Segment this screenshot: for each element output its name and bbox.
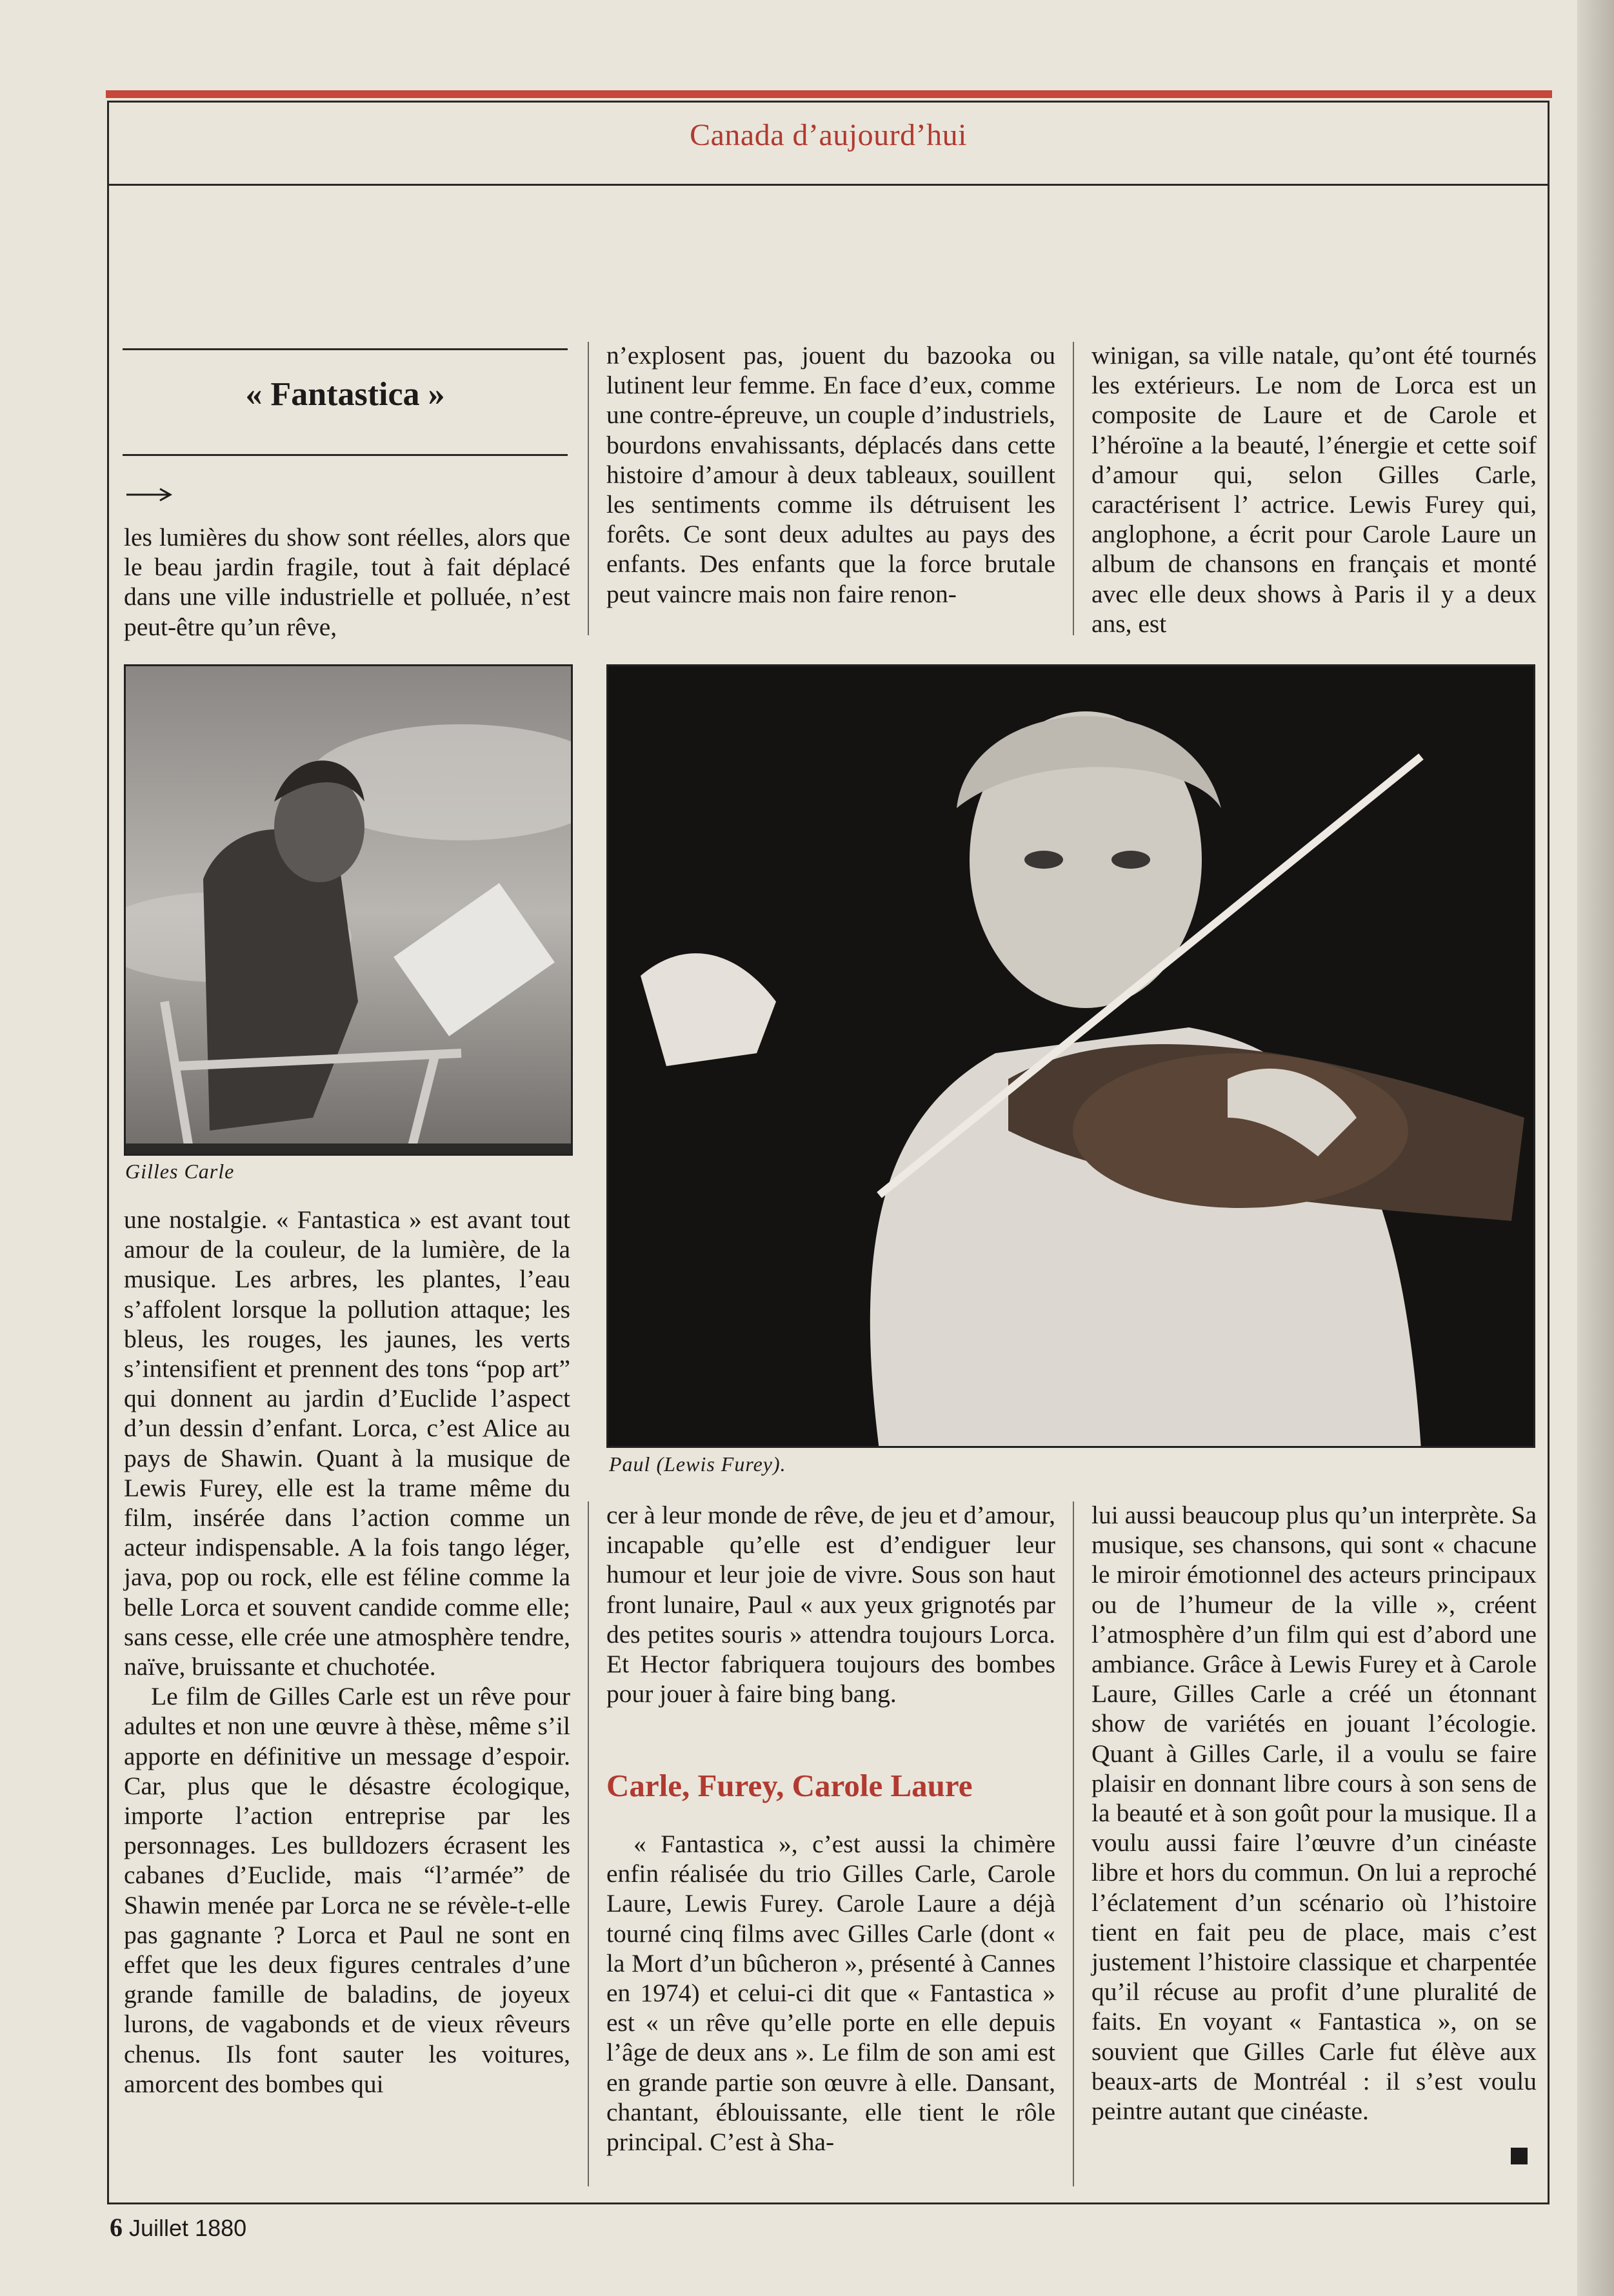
column-3-top (1091, 341, 1537, 638)
column-divider (588, 342, 589, 635)
title-rule-bottom (123, 454, 568, 456)
running-head: Canada d’aujourd’hui (690, 118, 967, 152)
col3-top-text: winigan, sa ville natale, qu’ont été tournés les extérieurs. Le nom de Lorca est un composite de Laure et de Carole et l’héroïne a la beauté, l’énergie et cette soif d’amour qui, selon Gilles Carle, caractérisent l’ actrice. Lewis Furey qui, anglophone, a écrit pour Carole Laure un album de chansons en français et monté avec elle deux shows à Paris il y a deux ans, est (1091, 341, 1537, 638)
col3-bottom-text: lui aussi beaucoup plus qu’un interprète. Sa musique, ses chansons, qui sont « chacune le miroir émotionnel des acteurs principaux ou de l’humeur de la ville », créent l’atmosphère d’un film qui est d’abord une ambiance. Grâce à Lewis Furey et à Carole Laure, Gilles Carle a créé un étonnant show de variétés en jouant l’écologie. Quant à Gilles Carle, il a voulu se faire plaisir en donnant libre cours à son sens de la beauté et à son goût pour la musique. Il a voulu aussi faire l’œuvre d’un cinéaste libre et hors du commun. On lui a reproché l’éclatement d’un scénario où l’histoire tient en fait peu de place, mais c’est justement l’histoire classique et charpentée qu’il récuse au profit d’une pluralité de faits. En voyant « Fantastica », on se souvient que Gilles Carle fut élève aux beaux-arts de Montréal : il s’est voulu peintre autant que cinéaste. (1091, 1501, 1537, 2126)
column-divider (1073, 342, 1074, 635)
col2-bottom-paragraph-2: « Fantastica », c’est aussi la chimère enfin réalisée du trio Gilles Carle, Carole Laure, Lewis Furey. Carole Laure a déjà tourné cinq films avec Gilles Carle (dont « la Mort d’un bûcheron », présenté à Cannes en 1974) et celui-ci dit que « Fantastica » est « un rêve qu’elle porte en elle depuis l’âge de deux ans ». Le film de son ami est en grande partie son œuvre à elle. Dansant, chantant, éblouissante, elle tient le rôle principal. C’est à Sha- (606, 1830, 1055, 2157)
col2-bottom-paragraph-1: cer à leur monde de rêve, de jeu et d’amour, incapable qu’elle est d’endiguer leur humour et leur joie de vivre. Sous son haut front lunaire, Paul « aux yeux grignotés par des petites souris » attendra toujours Lorca. Et Hector fabriquera toujours des bombes pour jouer à faire bing bang. (606, 1501, 1055, 1708)
column-divider (1073, 1501, 1074, 2186)
continued-arrow-icon (124, 485, 175, 504)
article-title: « Fantastica » (245, 376, 445, 413)
photo-gilles-carle (124, 664, 573, 1156)
col1-bottom-paragraph-1: une nostalgie. « Fantastica » est avant tout amour de la couleur, de la lumière, de la musique. Les arbres, les plantes, l’eau s’affolent lorsque la pollution attaque; les bleus, les rouges, les jaunes, les verts s’intensifient et prennent des tons “pop art” qui donnent au jardin d’Euclide l’aspect d’un dessin d’enfant. Lorca, c’est Alice au pays de Shawin. Quant à la musique de Lewis Furey, elle est la trame même du film, insérée dans l’action comme un acteur indispensable. A la fois tango léger, java, pop ou rock, elle est féline comme la belle Lorca et souvent candide comme elle; sans cesse, elle crée une atmosphère tendre, naïve, bruissante et chuchotée. (124, 1205, 570, 1681)
page-number: 6 (110, 2213, 123, 2242)
column-2-top (606, 341, 1055, 609)
header-accent-bar (106, 90, 1552, 98)
column-2-bottom (606, 1500, 1055, 1708)
end-of-article-mark (1511, 2148, 1528, 2164)
photo-caption-left: Gilles Carle (125, 1160, 235, 1183)
title-rule-top (123, 348, 568, 350)
photo-lewis-furey-image (608, 666, 1535, 1448)
photo-gilles-carle-image (126, 666, 573, 1156)
column-3-bottom (1091, 1500, 1537, 2126)
col1-top-text: les lumières du show sont réelles, alors que le beau jardin fragile, tout à fait déplacé dans une ville industrielle et polluée, n’est peut-être qu’un rêve, (124, 523, 570, 641)
photo-lewis-furey (606, 664, 1535, 1448)
column-1-bottom (124, 1205, 570, 2099)
col2-top-text: n’explosent pas, jouent du bazooka ou lutinent leur femme. En face d’eux, comme une contre-épreuve, un couple d’industriels, bourdons envahissants, déplacés dans cette histoire d’amour à deux tableaux, souillent les sentiments comme ils détruisent les forêts. Ce sont deux adultes au pays des enfants. Des enfants que la force brutale peut vaincre mais non faire renon- (606, 341, 1055, 608)
issue-date: Juillet 1880 (129, 2215, 247, 2241)
column-2-bottom-continued (606, 1829, 1055, 2157)
column-divider (588, 1501, 589, 2186)
col1-bottom-paragraph-2: Le film de Gilles Carle est un rêve pour adultes et non une œuvre à thèse, même s’il apporte en définitive un message d’espoir. Car, plus que le désastre écologique, importe l’action entreprise par les personnages. Les bulldozers écrasent les cabanes d’Euclide, mais “l’armée” de Shawin menée par Lorca ne se révèle-t-elle pas gagnante ? Lorca et Paul ne sont en effet que les deux figures centrales d’une grande famille de baladins, de joyeux lurons, de vagabonds et de vieux rêveurs chenus. Ils font sauter les voitures, amorcent des bombes qui (124, 1682, 570, 2098)
article-subhead: Carle, Furey, Carole Laure (606, 1768, 973, 1803)
header-rule (107, 184, 1549, 186)
photo-caption-right: Paul (Lewis Furey). (609, 1452, 786, 1476)
page-footer (110, 2212, 246, 2242)
page-edge-shadow (1577, 0, 1614, 2296)
column-1-top (124, 522, 570, 642)
